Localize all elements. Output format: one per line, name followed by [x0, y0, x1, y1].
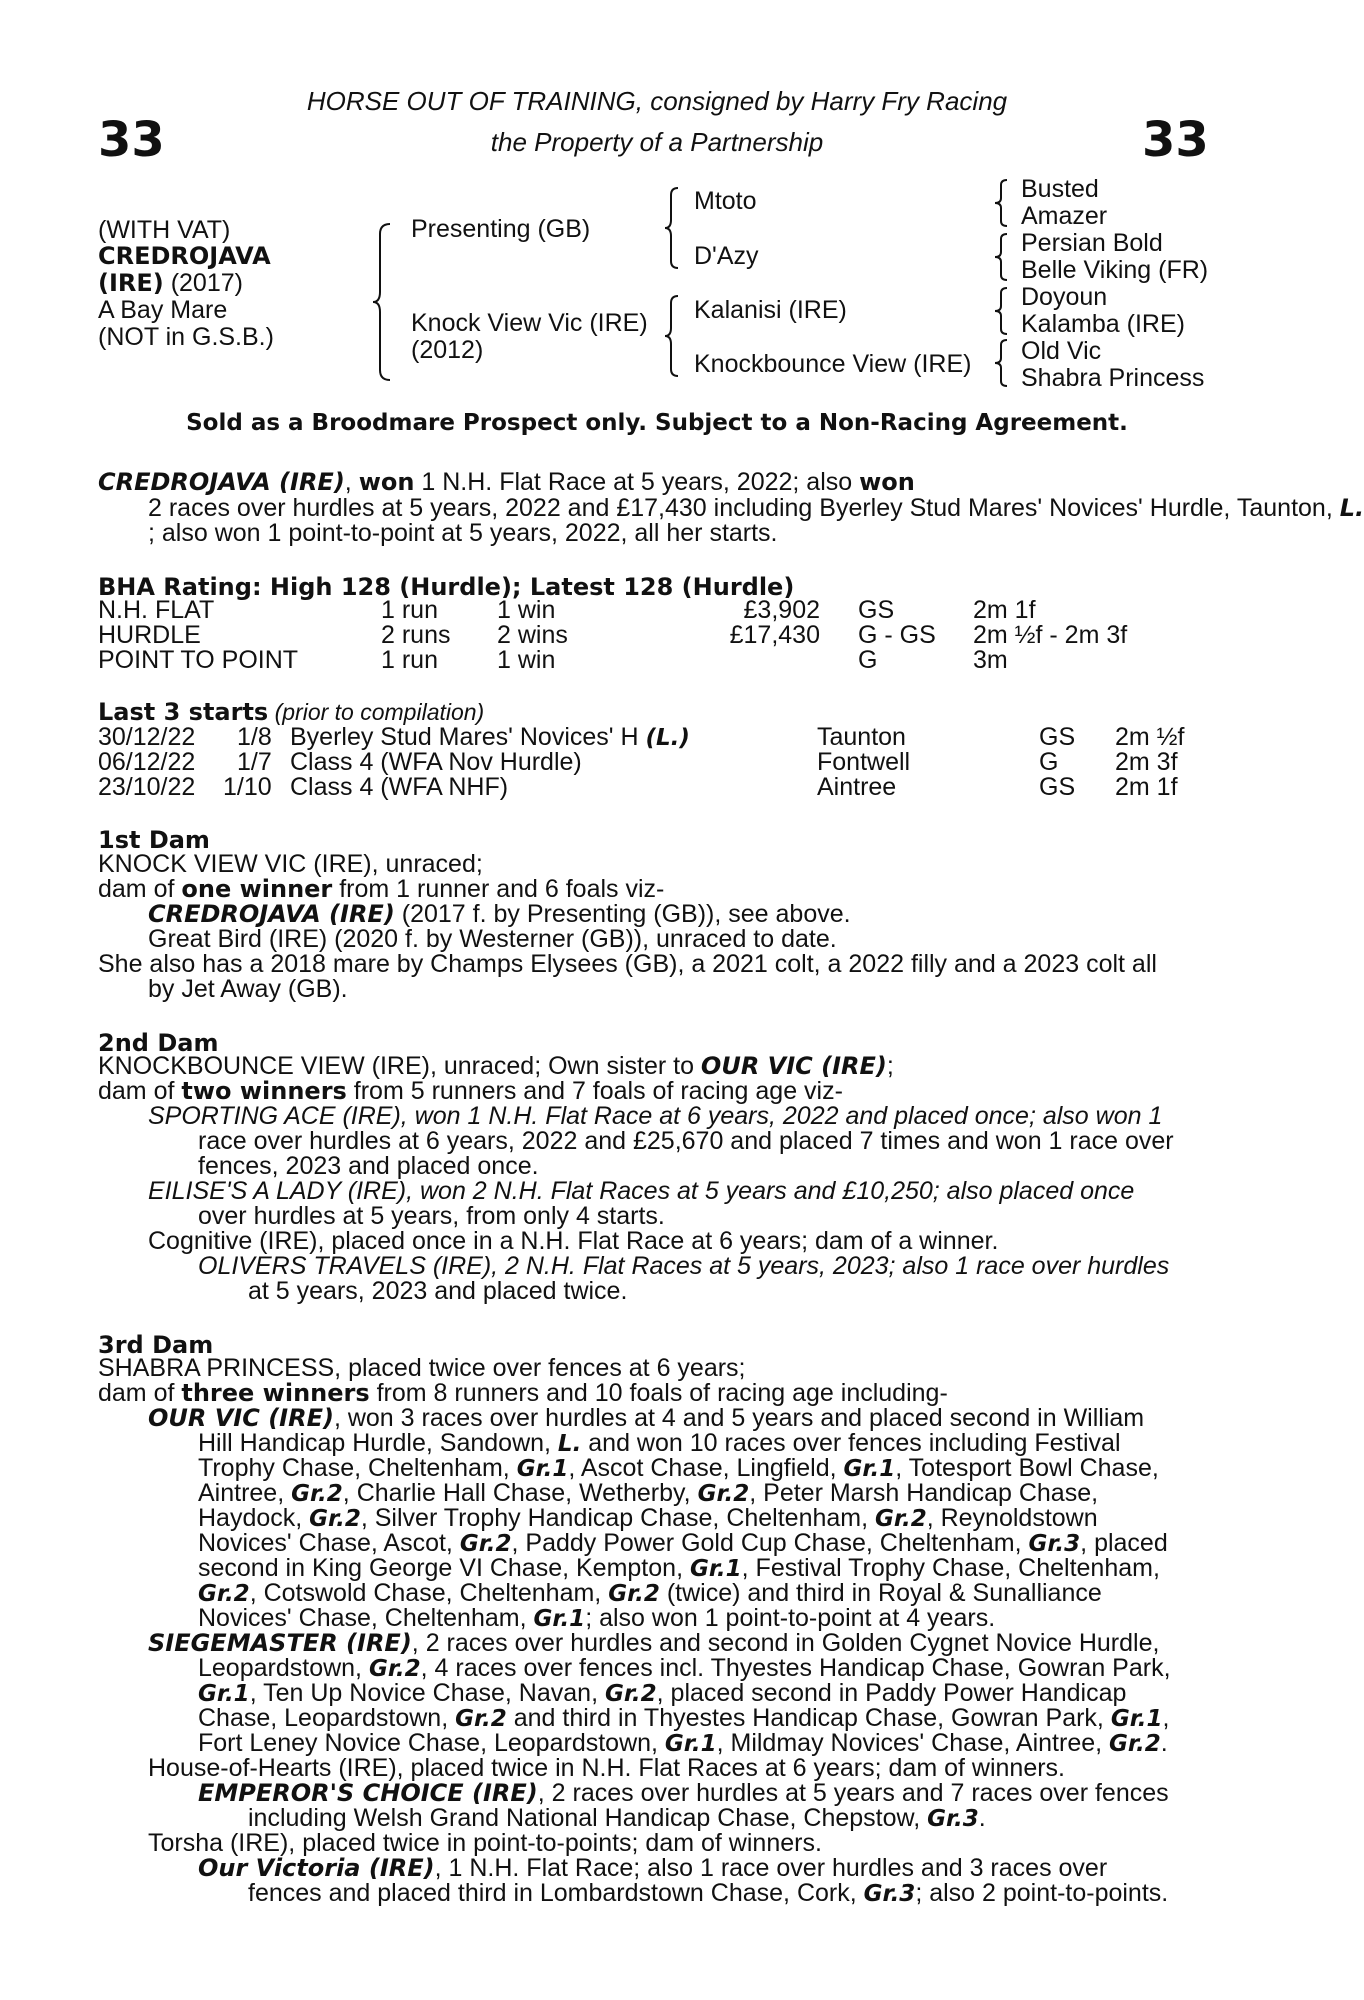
ec-name: EMPEROR'S CHOICE (IRE) — [198, 1779, 538, 1807]
header-consignor: HORSE OUT OF TRAINING, consigned by Harry Fry Racing — [306, 86, 1008, 116]
last3-going: GS — [1039, 723, 1076, 751]
grade-gr1: Gr.1 — [516, 1456, 569, 1482]
grade-gr2: Gr.2 — [875, 1506, 927, 1532]
last3-course: Fontwell — [817, 748, 911, 776]
pedigree-g1: Busted — [1021, 175, 1099, 203]
grade-gr3: Gr.3 — [1028, 1531, 1081, 1557]
ov-k: , Silver Trophy Handicap Chase, Cheltenham, — [360, 1504, 876, 1532]
pedigree-sire-dam: D'Azy — [694, 242, 759, 270]
sm-b: Leopardstown, — [198, 1654, 369, 1682]
ovic-c: ; also 2 point-to-points. — [915, 1879, 1169, 1907]
dam2-line2 — [98, 1079, 843, 1104]
ov-r: , Festival Trophy Chase, Cheltenham, — [741, 1554, 1160, 1582]
dam1-title: 1st Dam — [98, 826, 210, 854]
grade-gr2: Gr.2 — [291, 1481, 343, 1507]
sm-i: , Mildmay Novices' Chase, Aintree, — [716, 1729, 1110, 1757]
bha-row-dist: 3m — [973, 646, 1008, 674]
pedigree-dam-sire: Kalanisi (IRE) — [694, 296, 847, 324]
gsb-status: (NOT in G.S.B.) — [98, 323, 274, 351]
brace-g2 — [994, 232, 1010, 282]
dam2-e1-line2: race over hurdles at 6 years, 2022 and £25,670 and placed 7 times and won 1 race over — [198, 1127, 1174, 1155]
sm-a: , 2 races over hurdles and second in Golden Cygnet Novice Hurdle, — [411, 1629, 1160, 1657]
dam1-note-2: by Jet Away (GB). — [148, 975, 348, 1003]
pedigree-g3: Persian Bold — [1021, 229, 1163, 257]
summary-text-3: ; also won 1 point-to-point at 5 years, 2022, all her starts. — [148, 519, 778, 547]
horse-year: (2017) — [163, 269, 243, 297]
last3-date: 30/12/22 — [98, 723, 196, 751]
summary-line-2 — [148, 496, 1364, 521]
hoh-line: House-of-Hearts (IRE), placed twice in N.H. Flat Races at 6 years; dam of winners. — [148, 1754, 1065, 1782]
ovic-line2 — [248, 1881, 1168, 1907]
dam2-l2a: dam of — [98, 1077, 182, 1105]
dam1-produce-1 — [148, 902, 851, 927]
bha-row-dist: 2m ½f - 2m 3f — [973, 621, 1128, 649]
summary-won: won — [358, 468, 415, 496]
grade-gr1: Gr.1 — [533, 1606, 586, 1632]
ov-p: , placed — [1080, 1529, 1168, 1557]
bha-row-wins: 1 win — [497, 646, 556, 674]
bha-row-going: GS — [858, 596, 895, 624]
last3-race: Class 4 (WFA Nov Hurdle) — [290, 748, 582, 776]
grade-gr2: Gr.2 — [697, 1481, 750, 1507]
sm-h: Fort Leney Novice Chase, Leopardstown, — [198, 1729, 665, 1757]
bha-row-dist: 2m 1f — [973, 596, 1036, 624]
ec-line1 — [198, 1781, 1169, 1806]
brace-sire-parents — [664, 186, 682, 270]
dam3-line2 — [98, 1381, 948, 1406]
brace-g1 — [994, 178, 1010, 228]
ovic-a: , 1 N.H. Flat Race; also 1 race over hurdles and 3 races over — [434, 1854, 1108, 1882]
ov-c: and won 10 races over fences including Festival — [581, 1429, 1121, 1457]
dam2-e4-line1: OLIVERS TRAVELS (IRE), 2 N.H. Flat Races at 5 years, 2023; also 1 race over hurdles — [198, 1252, 1170, 1280]
dam3-l2a: dam of — [98, 1379, 182, 1407]
ov-h: , Charlie Hall Chase, Wetherby, — [342, 1479, 698, 1507]
ovic-line1 — [198, 1856, 1107, 1881]
grade-gr2: Gr.2 — [608, 1581, 660, 1607]
dam1-note-1: She also has a 2018 mare by Champs Elysees (GB), a 2021 colt, a 2022 filly and a 2023 colt all — [98, 950, 1157, 978]
bha-row-runs: 2 runs — [381, 621, 451, 649]
ov-e: , Ascot Chase, Lingfield, — [568, 1454, 844, 1482]
pedigree-g5: Doyoun — [1021, 283, 1108, 311]
ov-line1 — [148, 1406, 1144, 1431]
grade-gr2: Gr.2 — [309, 1506, 361, 1532]
last3-going: G — [1039, 748, 1059, 776]
ov-t: (twice) and third in Royal & Sunalliance — [659, 1579, 1102, 1607]
last3-race: Class 4 (WFA NHF) — [290, 773, 509, 801]
horse-name: CREDROJAVA — [98, 242, 271, 270]
dam2-e3: Cognitive (IRE), placed once in a N.H. Flat Race at 6 years; dam of a winner. — [148, 1227, 999, 1255]
ov-u: Novices' Chase, Cheltenham, — [198, 1604, 534, 1632]
ovic-b: fences and placed third in Lombardstown Chase, Cork, — [248, 1879, 864, 1907]
ec-line2: including Welsh Grand National Handicap Chase, Chepstow, Gr.3. — [248, 1804, 986, 1832]
summary-wrap — [98, 470, 1208, 495]
last3-going: GS — [1039, 773, 1076, 801]
pedigree-dam-dam: Knockbounce View (IRE) — [694, 350, 972, 378]
pedigree-dam-year: (2012) — [411, 336, 484, 364]
lot-number-right: 33 — [1142, 112, 1209, 168]
summary-text-1: 1 N.H. Flat Race at 5 years, 2022; also — [414, 468, 860, 496]
sm-f: Chase, Leopardstown, — [198, 1704, 456, 1732]
summary-line-3 — [148, 521, 778, 546]
ov-v: ; also won 1 point-to-point at 4 years. — [585, 1604, 996, 1632]
dam2-e2-line2: over hurdles at 5 years, from only 4 starts. — [198, 1202, 665, 1230]
summary-won-2: won — [859, 468, 915, 496]
sm-line5: Fort Leney Novice Chase, Leopardstown, Gr.1, Mildmay Novices' Chase, Aintree, Gr.2. — [198, 1729, 1168, 1757]
ov-f: , Totesport Bowl Chase, — [895, 1454, 1159, 1482]
grade-gr2: Gr.2 — [455, 1706, 507, 1732]
ov-g: Aintree, — [198, 1479, 292, 1507]
last3-pos: 1/7 — [237, 748, 272, 776]
ov-q: second in King George VI Chase, Kempton, — [198, 1554, 690, 1582]
horse-origin: (IRE) — [98, 269, 164, 297]
sm-line1 — [148, 1631, 1159, 1656]
last3-pos: 1/8 — [237, 723, 272, 751]
brace-dam-parents — [664, 294, 682, 378]
sm-c: , 4 races over fences incl. Thyestes Handicap Chase, Gowran Park, — [420, 1654, 1171, 1682]
last3-dist: 2m ½f — [1115, 723, 1185, 751]
grade-gr1: Gr.1 — [843, 1456, 896, 1482]
sale-notice: Sold as a Broodmare Prospect only. Subject to a Non-Racing Agreement. — [186, 410, 1128, 436]
dam1-line2 — [98, 877, 664, 902]
bha-row-prize: £3,902 — [743, 596, 820, 624]
dam1-l2a: dam of — [98, 875, 182, 903]
bha-row-runs: 1 run — [381, 596, 438, 624]
ov-j: Haydock, — [198, 1504, 310, 1532]
dam1-l2c: from 1 runner and 6 foals viz- — [332, 875, 665, 903]
ov-s: , Cotswold Chase, Cheltenham, — [249, 1579, 609, 1607]
sm-d: , Ten Up Novice Chase, Navan, — [249, 1679, 605, 1707]
grade-gr2: Gr.2 — [1109, 1731, 1161, 1757]
dam1-produce-2: Great Bird (IRE) (2020 f. by Westerner (GB)), unraced to date. — [148, 925, 837, 953]
dam1-produce-name: CREDROJAVA (IRE) — [148, 900, 395, 928]
last3-dist: 2m 1f — [1115, 773, 1178, 801]
grade-listed: L. — [557, 1431, 582, 1457]
dam3-title: 3rd Dam — [98, 1331, 214, 1359]
bha-row-wins: 2 wins — [497, 621, 568, 649]
brace-sire-dam — [372, 222, 394, 382]
pedigree-sire: Presenting (GB) — [411, 215, 591, 243]
dam2-e2-line1: EILISE'S A LADY (IRE), won 2 N.H. Flat Races at 5 years and £10,250; also placed once — [148, 1177, 1135, 1205]
dam2-l1c: ; — [886, 1052, 894, 1080]
dam2-own-sister: OUR VIC (IRE) — [700, 1052, 887, 1080]
grade-gr1: Gr.1 — [689, 1556, 742, 1582]
ovic-name: Our Victoria (IRE) — [198, 1854, 435, 1882]
pedigree-g4: Belle Viking (FR) — [1021, 256, 1209, 284]
grade-gr2: Gr.2 — [198, 1581, 250, 1607]
sm-line4: Chase, Leopardstown, Gr.2 and third in Thyestes Handicap Chase, Gowran Park, Gr.1, — [198, 1704, 1170, 1732]
dam1-winners: one winner — [181, 875, 333, 903]
brace-g4 — [994, 338, 1010, 388]
grade-gr2: Gr.2 — [459, 1531, 512, 1557]
ov-o: , Paddy Power Gold Cup Chase, Cheltenham, — [511, 1529, 1029, 1557]
ec-a: , 2 races over hurdles at 5 years and 7 races over fences — [537, 1779, 1169, 1807]
dam3-line1: SHABRA PRINCESS, placed twice over fences at 6 years; — [98, 1354, 746, 1382]
ov-m: , Reynoldstown — [926, 1504, 1098, 1532]
last3-course: Aintree — [817, 773, 897, 801]
dam2-e1-line1: SPORTING ACE (IRE), won 1 N.H. Flat Race at 6 years, 2022 and placed once; also won 1 — [148, 1102, 1163, 1130]
summary-horse-name: CREDROJAVA (IRE) — [98, 468, 345, 496]
vat-label: (WITH VAT) — [98, 216, 231, 244]
summary-text-2: 2 races over hurdles at 5 years, 2022 and £17,430 including Byerley Stud Mares' Novices' Hurdle, Taunton, — [148, 494, 1340, 522]
grade-gr2: Gr.2 — [604, 1681, 657, 1707]
bha-row-wins: 1 win — [497, 596, 556, 624]
bha-row-prize: £17,430 — [729, 621, 820, 649]
ov-a: , won 3 races over hurdles at 4 and 5 years and placed second in William — [333, 1404, 1145, 1432]
pedigree-g6: Kalamba (IRE) — [1021, 310, 1185, 338]
pedigree-g7: Old Vic — [1021, 337, 1102, 365]
bha-row-going: G - GS — [858, 621, 936, 649]
bha-row-type: HURDLE — [98, 621, 201, 649]
dam2-title: 2nd Dam — [98, 1029, 219, 1057]
summary-listed: L. — [1339, 494, 1364, 522]
dam1-line1: KNOCK VIEW VIC (IRE), unraced; — [98, 850, 483, 878]
dam3-winners: three winners — [181, 1379, 370, 1407]
dam1-produce-text: (2017 f. by Presenting (GB)), see above. — [394, 900, 851, 928]
last3-date: 06/12/22 — [98, 748, 196, 776]
lot-number-left: 33 — [98, 112, 165, 168]
dam2-l2c: from 5 runners and 7 foals of racing age viz- — [346, 1077, 843, 1105]
ov-name: OUR VIC (IRE) — [148, 1404, 334, 1432]
dam2-line1 — [98, 1054, 894, 1079]
bha-title: BHA Rating: High 128 (Hurdle); Latest 128 (Hurdle) — [98, 573, 795, 601]
last3-title: Last 3 starts — [98, 698, 269, 726]
grade-gr3: Gr.3 — [863, 1881, 916, 1907]
pedigree-g2: Amazer — [1021, 202, 1108, 230]
last3-heading — [98, 700, 484, 725]
dam3-l2c: from 8 runners and 10 foals of racing age including- — [369, 1379, 948, 1407]
pedigree-g8: Shabra Princess — [1021, 364, 1205, 392]
dam2-e1-line3: fences, 2023 and placed once. — [198, 1152, 539, 1180]
brace-g3 — [994, 286, 1010, 336]
last3-grade: (L.) — [645, 725, 690, 751]
bha-row-runs: 1 run — [381, 646, 438, 674]
last3-dist: 2m 3f — [1115, 748, 1178, 776]
dam2-e4-line2: at 5 years, 2023 and placed twice. — [248, 1277, 628, 1305]
grade-gr3: Gr.3 — [927, 1806, 979, 1832]
sm-name: SIEGEMASTER (IRE) — [148, 1629, 412, 1657]
bha-row-type: N.H. FLAT — [98, 596, 215, 624]
header-property: the Property of a Partnership — [490, 127, 824, 157]
race-summary: CREDROJAVA (IRE), won 1 N.H. Flat Race at 5 years, 2022; also won — [98, 468, 915, 496]
horse-description: A Bay Mare — [98, 296, 228, 324]
last3-course: Taunton — [817, 723, 906, 751]
horse-origin-year — [98, 270, 243, 297]
pedigree-dam: Knock View Vic (IRE) — [411, 309, 648, 337]
bha-row-type: POINT TO POINT — [98, 646, 299, 674]
ov-i: , Peter Marsh Handicap Chase, — [749, 1479, 1099, 1507]
sm-g: and third in Thyestes Handicap Chase, Gowran Park, — [506, 1704, 1111, 1732]
grade-gr1: Gr.1 — [664, 1731, 717, 1757]
ov-n: Novices' Chase, Ascot, — [198, 1529, 460, 1557]
dam2-winners: two winners — [181, 1077, 347, 1105]
last3-note: (prior to compilation) — [268, 699, 485, 725]
grade-gr1: Gr.1 — [198, 1681, 250, 1707]
torsha-line: Torsha (IRE), placed twice in point-to-points; dam of winners. — [148, 1829, 822, 1857]
last3-race-name: Byerley Stud Mares' Novices' H — [290, 723, 646, 751]
bha-row-going: G — [858, 646, 878, 674]
grade-gr1: Gr.1 — [1110, 1706, 1163, 1732]
grade-gr2: Gr.2 — [368, 1656, 421, 1682]
last3-pos: 1/10 — [223, 773, 272, 801]
ec-b: including Welsh Grand National Handicap Chase, Chepstow, — [248, 1804, 928, 1832]
dam2-l1a: KNOCKBOUNCE VIEW (IRE), unraced; Own sister to — [98, 1052, 701, 1080]
last3-date: 23/10/22 — [98, 773, 196, 801]
sm-e: , placed second in Paddy Power Handicap — [656, 1679, 1127, 1707]
ov-d: Trophy Chase, Cheltenham, — [198, 1454, 517, 1482]
pedigree-sire-sire: Mtoto — [694, 187, 757, 215]
ov-b: Hill Handicap Hurdle, Sandown, — [198, 1429, 558, 1457]
